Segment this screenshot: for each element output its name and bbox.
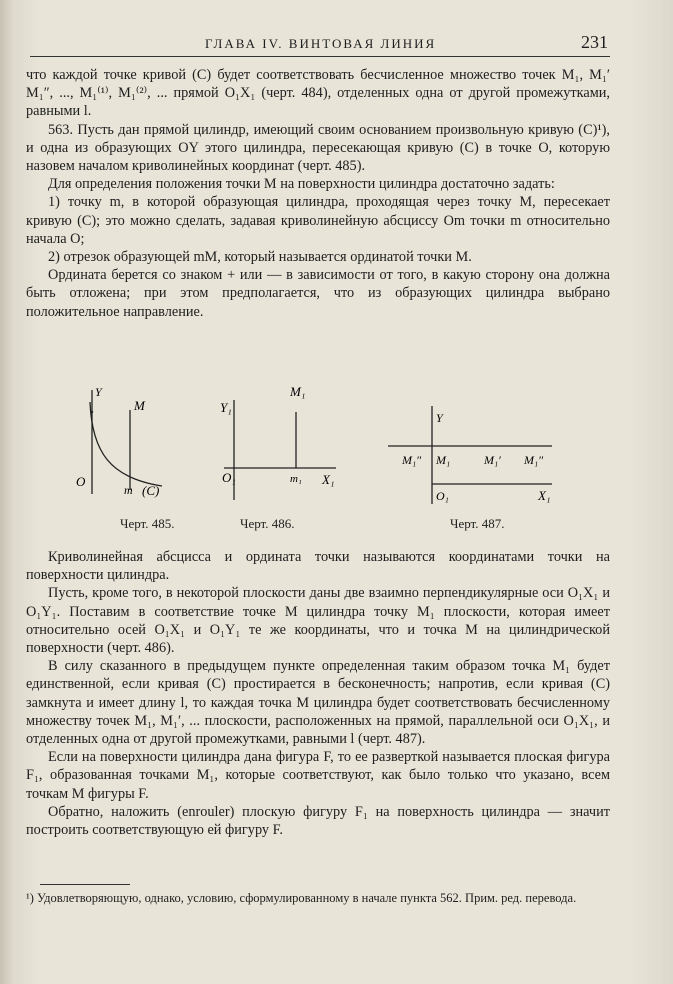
- list-item-1: 1) точку m, в которой образующая цилиндра, проходящая через точку M, пересекает кривую (C); это можно сделать, задавая криволинейную абсциссу Om точки m относительно начала O;: [26, 194, 610, 247]
- paragraph-continuation: что каждой точке кривой (C) будет соответствовать бесчисленное множество точек M₁, M₁′ M₁″, ..., M₁⁽¹⁾, M₁⁽²⁾, ... прямой O₁X₁ (черт. 484), отделенных одна от другой промежутками, равными l.: [26, 67, 610, 120]
- label-m1-lower: m₁: [290, 473, 302, 485]
- paragraph-coordinates: Криволинейная абсцисса и ордината точки называются координатами точки на поверхности цилиндра.: [26, 549, 610, 584]
- label-y1: Y₁: [220, 400, 232, 415]
- paragraph-define: Для определения положения точки M на поверхности цилиндра достаточно задать:: [48, 176, 555, 193]
- label-y: Y: [95, 385, 102, 399]
- curve-c: [90, 402, 162, 486]
- running-header: [30, 30, 610, 57]
- label-m1p: M₁′: [484, 453, 501, 467]
- label-m1-upper: M₁: [290, 384, 306, 399]
- label-x1: X₁: [322, 472, 335, 487]
- caption-486: Черт. 486.: [240, 516, 295, 531]
- label-m-lower: m: [124, 483, 133, 497]
- paragraph-development: Если на поверхности цилиндра дана фигура F, то ее разверткой называется плоская фигура F₁, образованная точками M₁, которые соответствуют, как было только что указано, всем точкам M фигуры F.: [26, 749, 610, 802]
- paragraph-axes: Пусть, кроме того, в некоторой плоскости даны две взаимно перпендикулярные оси O₁X₁ и O₁Y₁. Поставим в соответствие точке M цилиндра точку M₁ плоскости, которая имеет относительно осей O₁X₁ и O₁Y₁ те же координаты, что и точка M на цилиндрической поверхности (черт. 486).: [26, 585, 610, 657]
- caption-487: Черт. 487.: [450, 516, 505, 531]
- label-o: O: [76, 474, 86, 489]
- label-y: Y: [436, 411, 443, 425]
- label-m-upper: M: [134, 398, 145, 413]
- label-m1pp: M₁″: [524, 453, 544, 467]
- point: [91, 411, 93, 413]
- lower-text-block: [26, 548, 610, 839]
- figure-487: [380, 382, 580, 512]
- paragraph-ordinate: Ордината берется со знаком + или — в зависимости от того, в какую сторону она должна быть отложена; при этом предполагается, что из образующих цилиндра выбрано положительное направление.: [26, 267, 610, 320]
- footnote: ¹) Удовлетворяющую, однако, условию, сформулированному в начале пункта 562. Прим. ред. перевода.: [26, 891, 577, 905]
- chapter-title: ГЛАВА IV. ВИНТОВАЯ ЛИНИЯ: [205, 36, 437, 51]
- caption-485: Черт. 485.: [120, 516, 175, 531]
- upper-text-block: [26, 66, 610, 321]
- figure-486: [220, 382, 360, 512]
- figure-485: [70, 382, 200, 512]
- label-m1pp-left: M₁″: [402, 453, 422, 467]
- footnote-rule: [40, 884, 130, 885]
- label-o1: O₁: [222, 470, 236, 485]
- list-item-2: 2) отрезок образующей mM, который называется ординатой точки M.: [48, 249, 472, 266]
- paragraph-uniqueness: В силу сказанного в предыдущем пункте определенная таким образом точка M₁ будет единственной, если кривая (C) простирается в бесконечность; напротив, если кривая (C) замкнута и имеет длину l, то каждая точка M цилиндра будет соответствовать бесчисленному множеству точек M₁, M₁′, ... плоскости, расположенных на прямой, параллельной оси O₁X₁, и отделенных одна от другой промежутками, равными l (черт. 487).: [26, 658, 610, 748]
- paragraph-563: 563. Пусть дан прямой цилиндр, имеющий своим основанием произвольную кривую (C)¹), и одна из образующих OY этого цилиндра, пересекающая кривую (C) в точке O, которую назовем началом криволинейных координат (черт. 485).: [26, 121, 610, 175]
- label-x1: X₁: [538, 488, 551, 503]
- label-o1: O₁: [436, 489, 449, 503]
- paragraph-wrapping: Обратно, наложить (enrouler) плоскую фигуру F₁ на поверхность цилиндра — значит построить соответствующую ей фигуру F.: [26, 803, 610, 839]
- page-number: 231: [581, 32, 608, 52]
- label-m1: M₁: [436, 453, 451, 467]
- label-c: (C): [142, 483, 160, 498]
- figures-row: [70, 382, 590, 544]
